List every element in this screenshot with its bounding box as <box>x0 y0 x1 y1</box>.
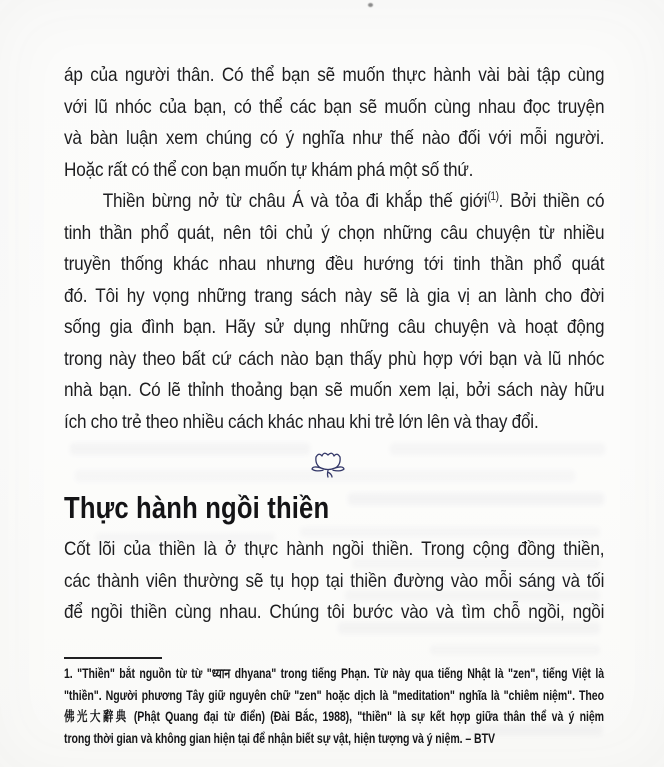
text-line <box>64 186 604 218</box>
footnote-line: trong thời gian và không gian hiện tại để nhận biết sự vật, hiện tượng và ý niệm. – BTV <box>64 730 495 746</box>
text-line: Cốt lõi của thiền là ở thực hành ngồi thiền. Trong cộng đồng thiền, <box>64 538 605 560</box>
text-line: trong này theo bất cứ cách nào bạn thấy phù hợp với bạn và lũ nhóc <box>64 347 605 370</box>
bleed-through-ghost <box>430 645 600 655</box>
footnote-line: 1. "Thiền" bắt nguồn từ từ "ध्यान dhyana" trong tiếng Phạn. Từ này qua tiếng Nhật là "zen", tiếng Việt là <box>64 666 604 681</box>
footnote <box>64 663 604 749</box>
text-line: tinh thần phổ quát, nên tôi chủ ý chọn những câu chuyện từ nhiều <box>64 221 605 244</box>
footnote-ref-marker: (1) <box>487 191 499 203</box>
section-heading: Thực hành ngồi thiền <box>64 491 330 525</box>
text-line: Hoặc rất có thể con bạn muốn tự khám phá một số thứ. <box>64 158 474 181</box>
paragraph-continuation <box>64 60 604 186</box>
text-line: các thành viên thường sẽ tụ họp tại thiền đường vào mỗi sáng và tối <box>64 569 605 592</box>
text-line: để ngồi thiền cùng nhau. Chúng tôi bước vào và tìm chỗ ngồi, ngồi <box>64 601 605 623</box>
text-segment: Thiền bừng nở từ châu Á và tỏa đi khắp thế giới <box>102 190 488 212</box>
text-segment: . Bởi thiền có <box>498 190 605 212</box>
bleed-through-ghost <box>70 443 310 455</box>
bleed-through-ghost <box>348 493 604 505</box>
text-line: nhà bạn. Có lẽ thỉnh thoảng bạn sẽ muốn xem lại, bởi sách này hữu <box>64 379 605 401</box>
text-line: với lũ nhóc của bạn, có thể các bạn sẽ muốn cùng nhau đọc truyện <box>64 95 605 118</box>
paragraph-2 <box>64 186 604 438</box>
text-line: đó. Tôi hy vọng những trang sách này sẽ là gia vị an lành cho đời <box>64 284 605 307</box>
footnote-line: "thiền". Người phương Tây giữ nguyên chữ "zen" hoặc dịch là "meditation" nghĩa là "chiêm niệm". Theo <box>64 687 604 703</box>
text-line: ích cho trẻ theo nhiều cách khác nhau khi trẻ lớn lên và thay đổi. <box>64 410 539 433</box>
scan-speck <box>368 3 373 7</box>
lotus-ornament-icon <box>311 450 345 478</box>
text-line: và bàn luận xem chúng có ý nghĩa như thế nào đối với mỗi người. <box>64 127 605 149</box>
text-line: sống gia đình bạn. Hãy sử dụng những câu chuyện và hoạt động <box>64 316 605 338</box>
text-line: áp của người thân. Có thể bạn sẽ muốn thực hành vài bài tập cùng <box>64 64 605 86</box>
footnote-divider <box>64 657 162 659</box>
text-line: truyền thống khác nhau nhưng đều hướng tới tinh thần phổ quát <box>64 253 605 275</box>
bleed-through-ghost <box>390 443 605 455</box>
footnote-line: 佛光大辭典 (Phật Quang đại từ điển) (Đài Bắc, 1988), "thiền" là sự kết hợp giữa thân thể và ý niệm <box>64 709 604 724</box>
paragraph-3 <box>64 534 604 629</box>
